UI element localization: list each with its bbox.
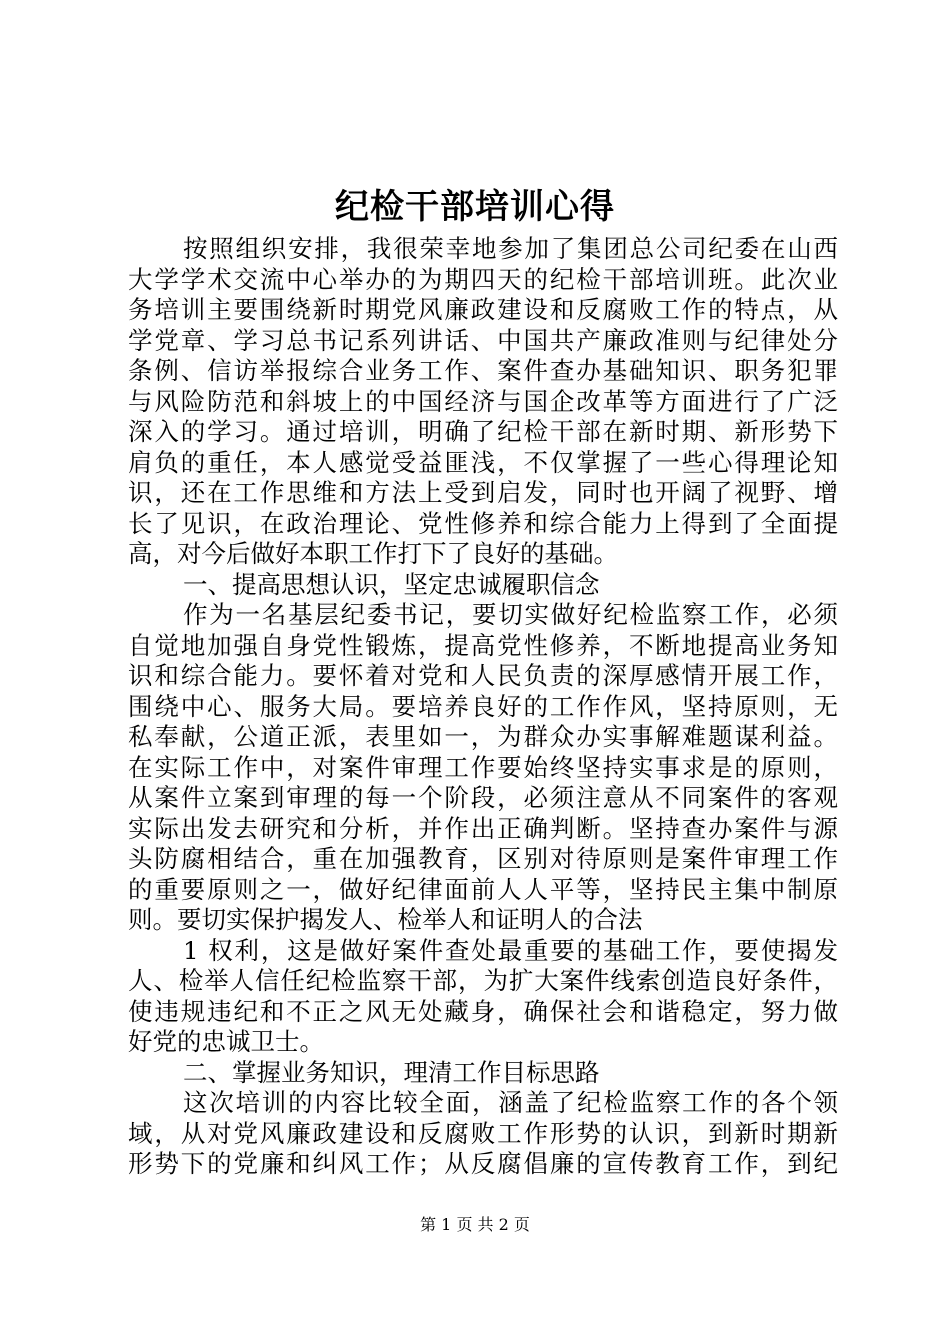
document-body (128, 234, 838, 1180)
body-line: 深入的学习。通过培训，明确了纪检干部在新时期、新形势下 (128, 417, 838, 446)
body-line: 从案件立案到审理的每一个阶段，必须注意从不同案件的客观 (128, 783, 838, 812)
body-line: 识和综合能力。要怀着对党和人民负责的深厚感情开展工作， (128, 661, 838, 690)
body-line: 务培训主要围绕新时期党风廉政建设和反腐败工作的特点，从 (128, 295, 838, 324)
body-line: 作为一名基层纪委书记，要切实做好纪检监察工作，必须 (183, 600, 838, 629)
body-line: 形势下的党廉和纠风工作；从反腐倡廉的宣传教育工作，到纪 (128, 1149, 838, 1178)
body-line: 与风险防范和斜坡上的中国经济与国企改革等方面进行了广泛 (128, 386, 838, 416)
body-line: 长了见识，在政治理论、党性修养和综合能力上得到了全面提 (128, 508, 838, 538)
body-line: 自觉地加强自身党性锻炼，提高党性修养，不断地提高业务知 (128, 630, 838, 660)
body-line: 条例、信访举报综合业务工作、案件查办基础知识、职务犯罪 (128, 356, 838, 385)
body-line: 高，对今后做好本职工作打下了良好的基础。 (128, 539, 618, 568)
body-line: 学党章、学习总书记系列讲话、中国共产廉政准则与纪律处分 (128, 325, 838, 355)
page-footer: 第 1 页 共 2 页 (420, 1215, 530, 1234)
body-line: 1 权利，这是做好案件查处最重要的基础工作，要使揭发 (183, 935, 838, 965)
body-line: 肩负的重任，本人感觉受益匪浅，不仅掌握了一些心得理论知 (128, 447, 838, 477)
body-line: 私奉献，公道正派，表里如一，为群众办实事解难题谋利益。 (128, 722, 838, 751)
body-line: 围绕中心、服务大局。要培养良好的工作作风，坚持原则，无 (128, 691, 838, 721)
body-line: 在实际工作中，对案件审理工作要始终坚持实事求是的原则， (128, 752, 838, 782)
body-line: 大学学术交流中心举办的为期四天的纪检干部培训班。此次业 (128, 264, 838, 294)
body-line: 则。要切实保护揭发人、检举人和证明人的合法 (128, 905, 643, 934)
body-line: 一、提高思想认识，坚定忠诚履职信念 (183, 569, 600, 599)
body-line: 二、掌握业务知识，理清工作目标思路 (183, 1057, 600, 1087)
body-line: 实际出发去研究和分析，并作出正确判断。坚持查办案件与源 (128, 813, 838, 843)
body-line: 的重要原则之一，做好纪律面前人人平等，坚持民主集中制原 (128, 874, 838, 904)
body-line: 这次培训的内容比较全面，涵盖了纪检监察工作的各个领 (183, 1088, 838, 1117)
body-line: 头防腐相结合，重在加强教育，区别对待原则是案件审理工作 (128, 844, 838, 873)
body-line: 好党的忠诚卫士。 (128, 1027, 324, 1056)
body-line: 按照组织安排，我很荣幸地参加了集团总公司纪委在山西 (183, 234, 838, 263)
body-line: 识，还在工作思维和方法上受到启发，同时也开阔了视野、增 (128, 478, 838, 507)
body-line: 使违规违纪和不正之风无处藏身，确保社会和谐稳定，努力做 (128, 996, 838, 1026)
body-line: 域，从对党风廉政建设和反腐败工作形势的认识，到新时期新 (128, 1118, 838, 1148)
document-title: 纪检干部培训心得 (335, 187, 615, 227)
body-line: 人、检举人信任纪检监察干部，为扩大案件线索创造良好条件， (128, 966, 838, 995)
